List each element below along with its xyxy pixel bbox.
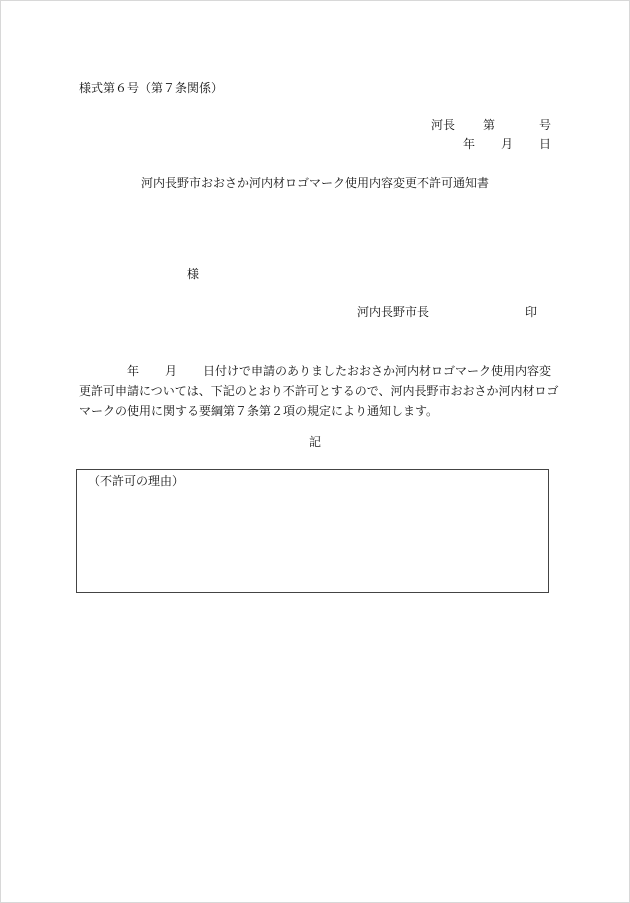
- reason-label: （不許可の理由）: [88, 474, 185, 488]
- date-year: 年: [462, 137, 475, 151]
- reference-dai: 第: [482, 118, 495, 132]
- reference-number: [431, 119, 551, 131]
- ki-heading: 記: [308, 435, 321, 449]
- body-month: 月: [165, 364, 178, 378]
- issue-date: [463, 138, 551, 150]
- seal-mark: 印: [525, 305, 538, 319]
- date-month: 月: [500, 137, 513, 151]
- reference-prefix: 河長: [430, 118, 455, 132]
- reason-box: [76, 469, 549, 593]
- body-text: [79, 361, 559, 421]
- body-paragraph: 日付けで申請のありましたおおさか河内材ロゴマーク使用内容変更許可申請については、下記のとおり不許可とするので、河内長野市おおさか河内材ロゴマークの使用に関する要綱第７条第２項の規定により通知します。: [79, 364, 559, 418]
- body-year: 年: [127, 364, 140, 378]
- document-title: 河内長野市おおさか河内材ロゴマーク使用内容変更不許可通知書: [140, 176, 489, 190]
- issuer-name: 河内長野市長: [357, 305, 430, 319]
- date-day: 日: [538, 137, 551, 151]
- form-number: 様式第６号（第７条関係）: [79, 81, 224, 95]
- reference-gou: 号: [538, 118, 551, 132]
- recipient-honorific: 様: [187, 267, 200, 281]
